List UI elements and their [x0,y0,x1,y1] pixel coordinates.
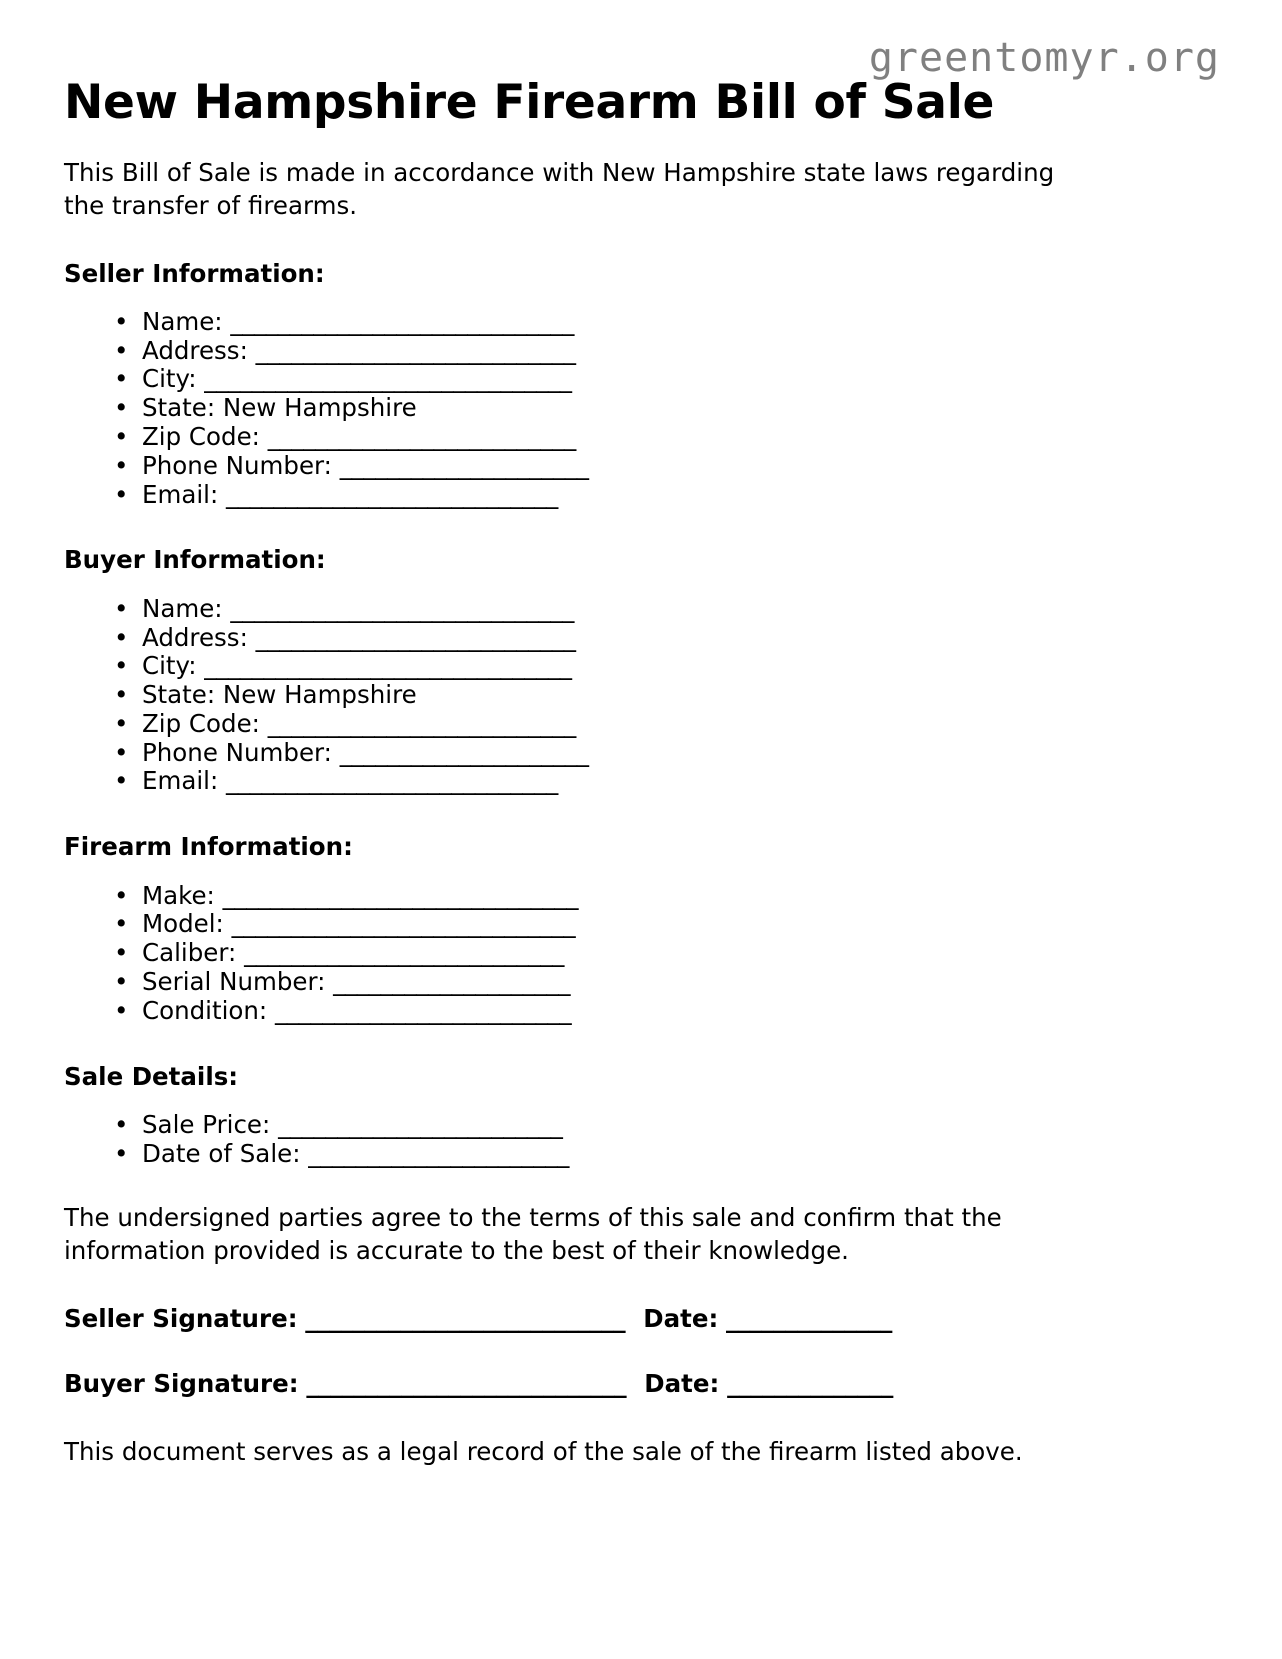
field-blank-line[interactable]: _____________________ [339,450,589,480]
signatures-container [64,1268,1218,1399]
field-row [142,365,1218,394]
field-label: State: [142,680,216,710]
field-blank-line[interactable]: _____________________ [339,737,589,767]
field-blank-line[interactable]: ______________________________ [222,880,579,910]
field-blank-line[interactable]: _____________________________ [230,306,574,336]
field-value: New Hampshire [222,680,417,710]
field-blank-line[interactable]: __________________________ [267,708,576,738]
field-blank-line[interactable]: ________________________ [278,1109,563,1139]
closing-paragraph: This document serves as a legal record of the sale of the firearm listed above. [64,1437,1023,1467]
field-row [142,624,1218,653]
field-label: Make: [142,880,215,910]
field-row [142,739,1218,768]
field-label: Phone Number: [142,737,332,767]
field-row [142,997,1218,1026]
field-label: City: [142,651,197,681]
field-blank-line[interactable]: ____________________ [333,966,571,996]
field-label: Serial Number: [142,966,326,996]
agreement-paragraph: The undersigned parties agree to the terms of this sale and confirm that the information provided is accurate to the best of their knowledge. [64,1203,1002,1266]
page-title: New Hampshire Firearm Bill of Sale [64,75,995,130]
signature-label: Seller Signature: [64,1303,298,1333]
field-label: Phone Number: [142,450,332,480]
field-blank-line[interactable]: ______________________ [308,1138,569,1168]
signature-label: Buyer Signature: [64,1369,299,1399]
field-blank-line[interactable]: _________________________ [274,995,572,1025]
field-row [142,652,1218,681]
signature-row [64,1268,1218,1333]
date-blank-line[interactable]: ______________ [727,1369,893,1399]
field-row [142,968,1218,997]
field-blank-line[interactable]: _____________________________ [231,909,576,939]
field-label: Sale Price: [142,1109,271,1139]
field-label: Model: [142,909,224,939]
field-label: Address: [142,622,248,652]
section-heading: Firearm Information: [64,832,353,862]
field-row [142,452,1218,481]
date-blank-line[interactable]: ______________ [726,1303,892,1333]
field-label: Name: [142,593,223,623]
field-row [142,710,1218,739]
field-blank-line[interactable]: _______________________________ [204,364,572,394]
field-blank-line[interactable]: _____________________________ [230,593,574,623]
signature-row [64,1333,1218,1398]
field-row [142,481,1218,510]
field-label: Email: [142,479,219,509]
intro-paragraph: This Bill of Sale is made in accordance with New Hampshire state laws regarding the transfer of firearms. [64,158,1055,220]
field-list [64,288,1218,509]
section-heading: Sale Details: [64,1061,239,1091]
date-label: Date: [643,1303,719,1333]
sections-container [64,223,1218,1169]
field-blank-line[interactable]: ____________________________ [226,479,558,509]
signature-blank-line[interactable]: ___________________________ [305,1303,626,1333]
field-row [142,308,1218,337]
field-label: Caliber: [142,938,237,968]
field-row [142,595,1218,624]
field-row [142,394,1218,423]
field-row [142,767,1218,796]
field-label: Zip Code: [142,708,260,738]
field-row [142,423,1218,452]
field-row [142,337,1218,366]
field-blank-line[interactable]: ___________________________ [244,938,565,968]
field-row [142,939,1218,968]
field-blank-line[interactable]: ____________________________ [226,766,558,796]
field-row [142,1111,1218,1140]
site-watermark: greentomyr.org [868,35,1220,81]
section-heading: Buyer Information: [64,545,326,575]
section-heading: Seller Information: [64,258,325,288]
field-label: State: [142,393,216,423]
signature-blank-line[interactable]: ___________________________ [306,1369,627,1399]
field-row [142,1140,1218,1169]
field-row [142,882,1218,911]
field-row [142,681,1218,710]
field-label: Zip Code: [142,422,260,452]
field-blank-line[interactable]: ___________________________ [255,622,576,652]
field-blank-line[interactable]: __________________________ [267,422,576,452]
field-label: Address: [142,335,248,365]
field-list [64,862,1218,1026]
field-list [64,1091,1218,1169]
field-label: Date of Sale: [142,1138,301,1168]
field-blank-line[interactable]: _______________________________ [204,651,572,681]
date-label: Date: [644,1369,720,1399]
field-label: City: [142,364,197,394]
field-row [142,910,1218,939]
field-list [64,575,1218,796]
field-label: Name: [142,306,223,336]
field-value: New Hampshire [222,393,417,423]
field-label: Email: [142,766,219,796]
field-label: Condition: [142,995,268,1025]
field-blank-line[interactable]: ___________________________ [255,335,576,365]
